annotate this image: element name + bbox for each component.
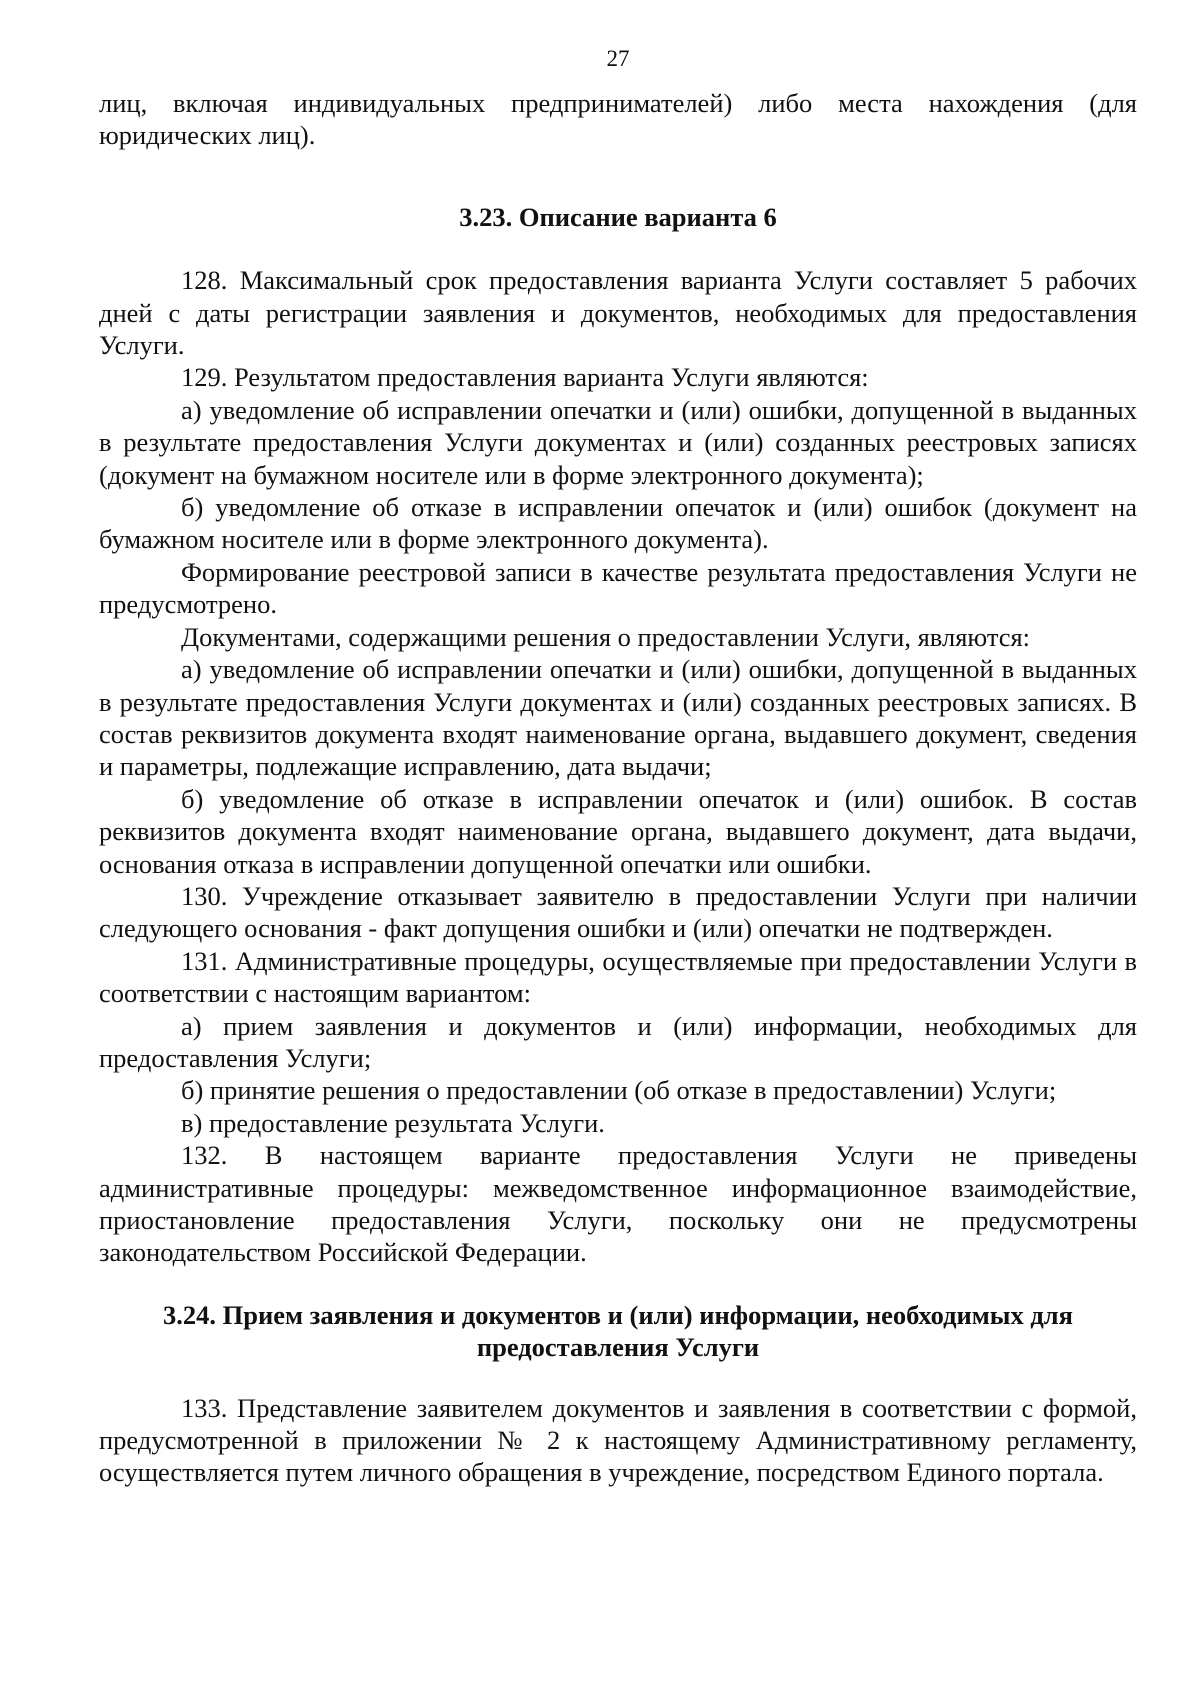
- document-body: [99, 87, 1137, 1489]
- paragraph: а) уведомление об исправлении опечатки и (или) ошибки, допущенной в выданных в результате предоставления Услуги документах и (или) созданных реестровых записях (документ на бумажном носителе или в форме электронного документа);: [99, 394, 1137, 490]
- paragraph: а) уведомление об исправлении опечатки и (или) ошибки, допущенной в выданных в результате предоставления Услуги документах и (или) созданных реестровых записях. В состав реквизитов документа входят наименование органа, выдавшего документ, сведения и параметры, подлежащие исправлению, дата выдачи;: [99, 654, 1137, 782]
- paragraph: Формирование реестровой записи в качестве результата предоставления Услуги не предусмотрено.: [99, 556, 1137, 620]
- paragraph: б) принятие решения о предоставлении (об отказе в предоставлении) Услуги;: [181, 1075, 1057, 1106]
- paragraph: Документами, содержащими решения о предоставлении Услуги, являются:: [181, 621, 1031, 652]
- paragraph: 131. Административные процедуры, осуществляемые при предоставлении Услуги в соответствии с настоящим вариантом:: [99, 945, 1137, 1009]
- paragraph: б) уведомление об отказе в исправлении опечаток и (или) ошибок. В состав реквизитов документа входят наименование органа, выдавшего документ, дата выдачи, основания отказа в исправлении допущенной опечатки или ошибки.: [99, 783, 1137, 879]
- page-number: 27: [606, 46, 630, 71]
- paragraph: б) уведомление об отказе в исправлении опечаток и (или) ошибок (документ на бумажном носителе или в форме электронного документа).: [99, 492, 1137, 555]
- section-heading: 3.23. Описание варианта 6: [459, 201, 777, 232]
- paragraph: 128. Максимальный срок предоставления варианта Услуги составляет 5 рабочих дней с даты регистрации заявления и документов, необходимых для предоставления Услуги.: [99, 265, 1137, 361]
- paragraph: а) прием заявления и документов и (или) информации, необходимых для предоставления Услуги;: [99, 1010, 1137, 1073]
- section-heading: 3.24. Прием заявления и документов и (или) информации, необходимых для предоставления Услуги: [163, 1299, 1073, 1363]
- paragraph: 132. В настоящем варианте предоставления Услуги не приведены административные процедуры: межведомственное информационное взаимодействие, приостановление предоставления Услуги, поскольку они не предусмотрены законодательством Российской Федерации.: [99, 1140, 1137, 1268]
- paragraph: 129. Результатом предоставления варианта Услуги являются:: [181, 362, 869, 393]
- paragraph: 130. Учреждение отказывает заявителю в предоставлении Услуги при наличии следующего основания - факт допущения ошибки и (или) опечатки не подтвержден.: [99, 880, 1137, 944]
- paragraph: в) предоставление результата Услуги.: [181, 1107, 605, 1138]
- paragraph: лиц, включая индивидуальных предпринимателей) либо места нахождения (для юридических лиц).: [99, 88, 1137, 151]
- paragraph: 133. Представление заявителем документов и заявления в соответствии с формой, предусмотренной в приложении № 2 к настоящему Административному регламенту, осуществляется путем личного обращения в учреждение, посредством Единого портала.: [99, 1392, 1137, 1488]
